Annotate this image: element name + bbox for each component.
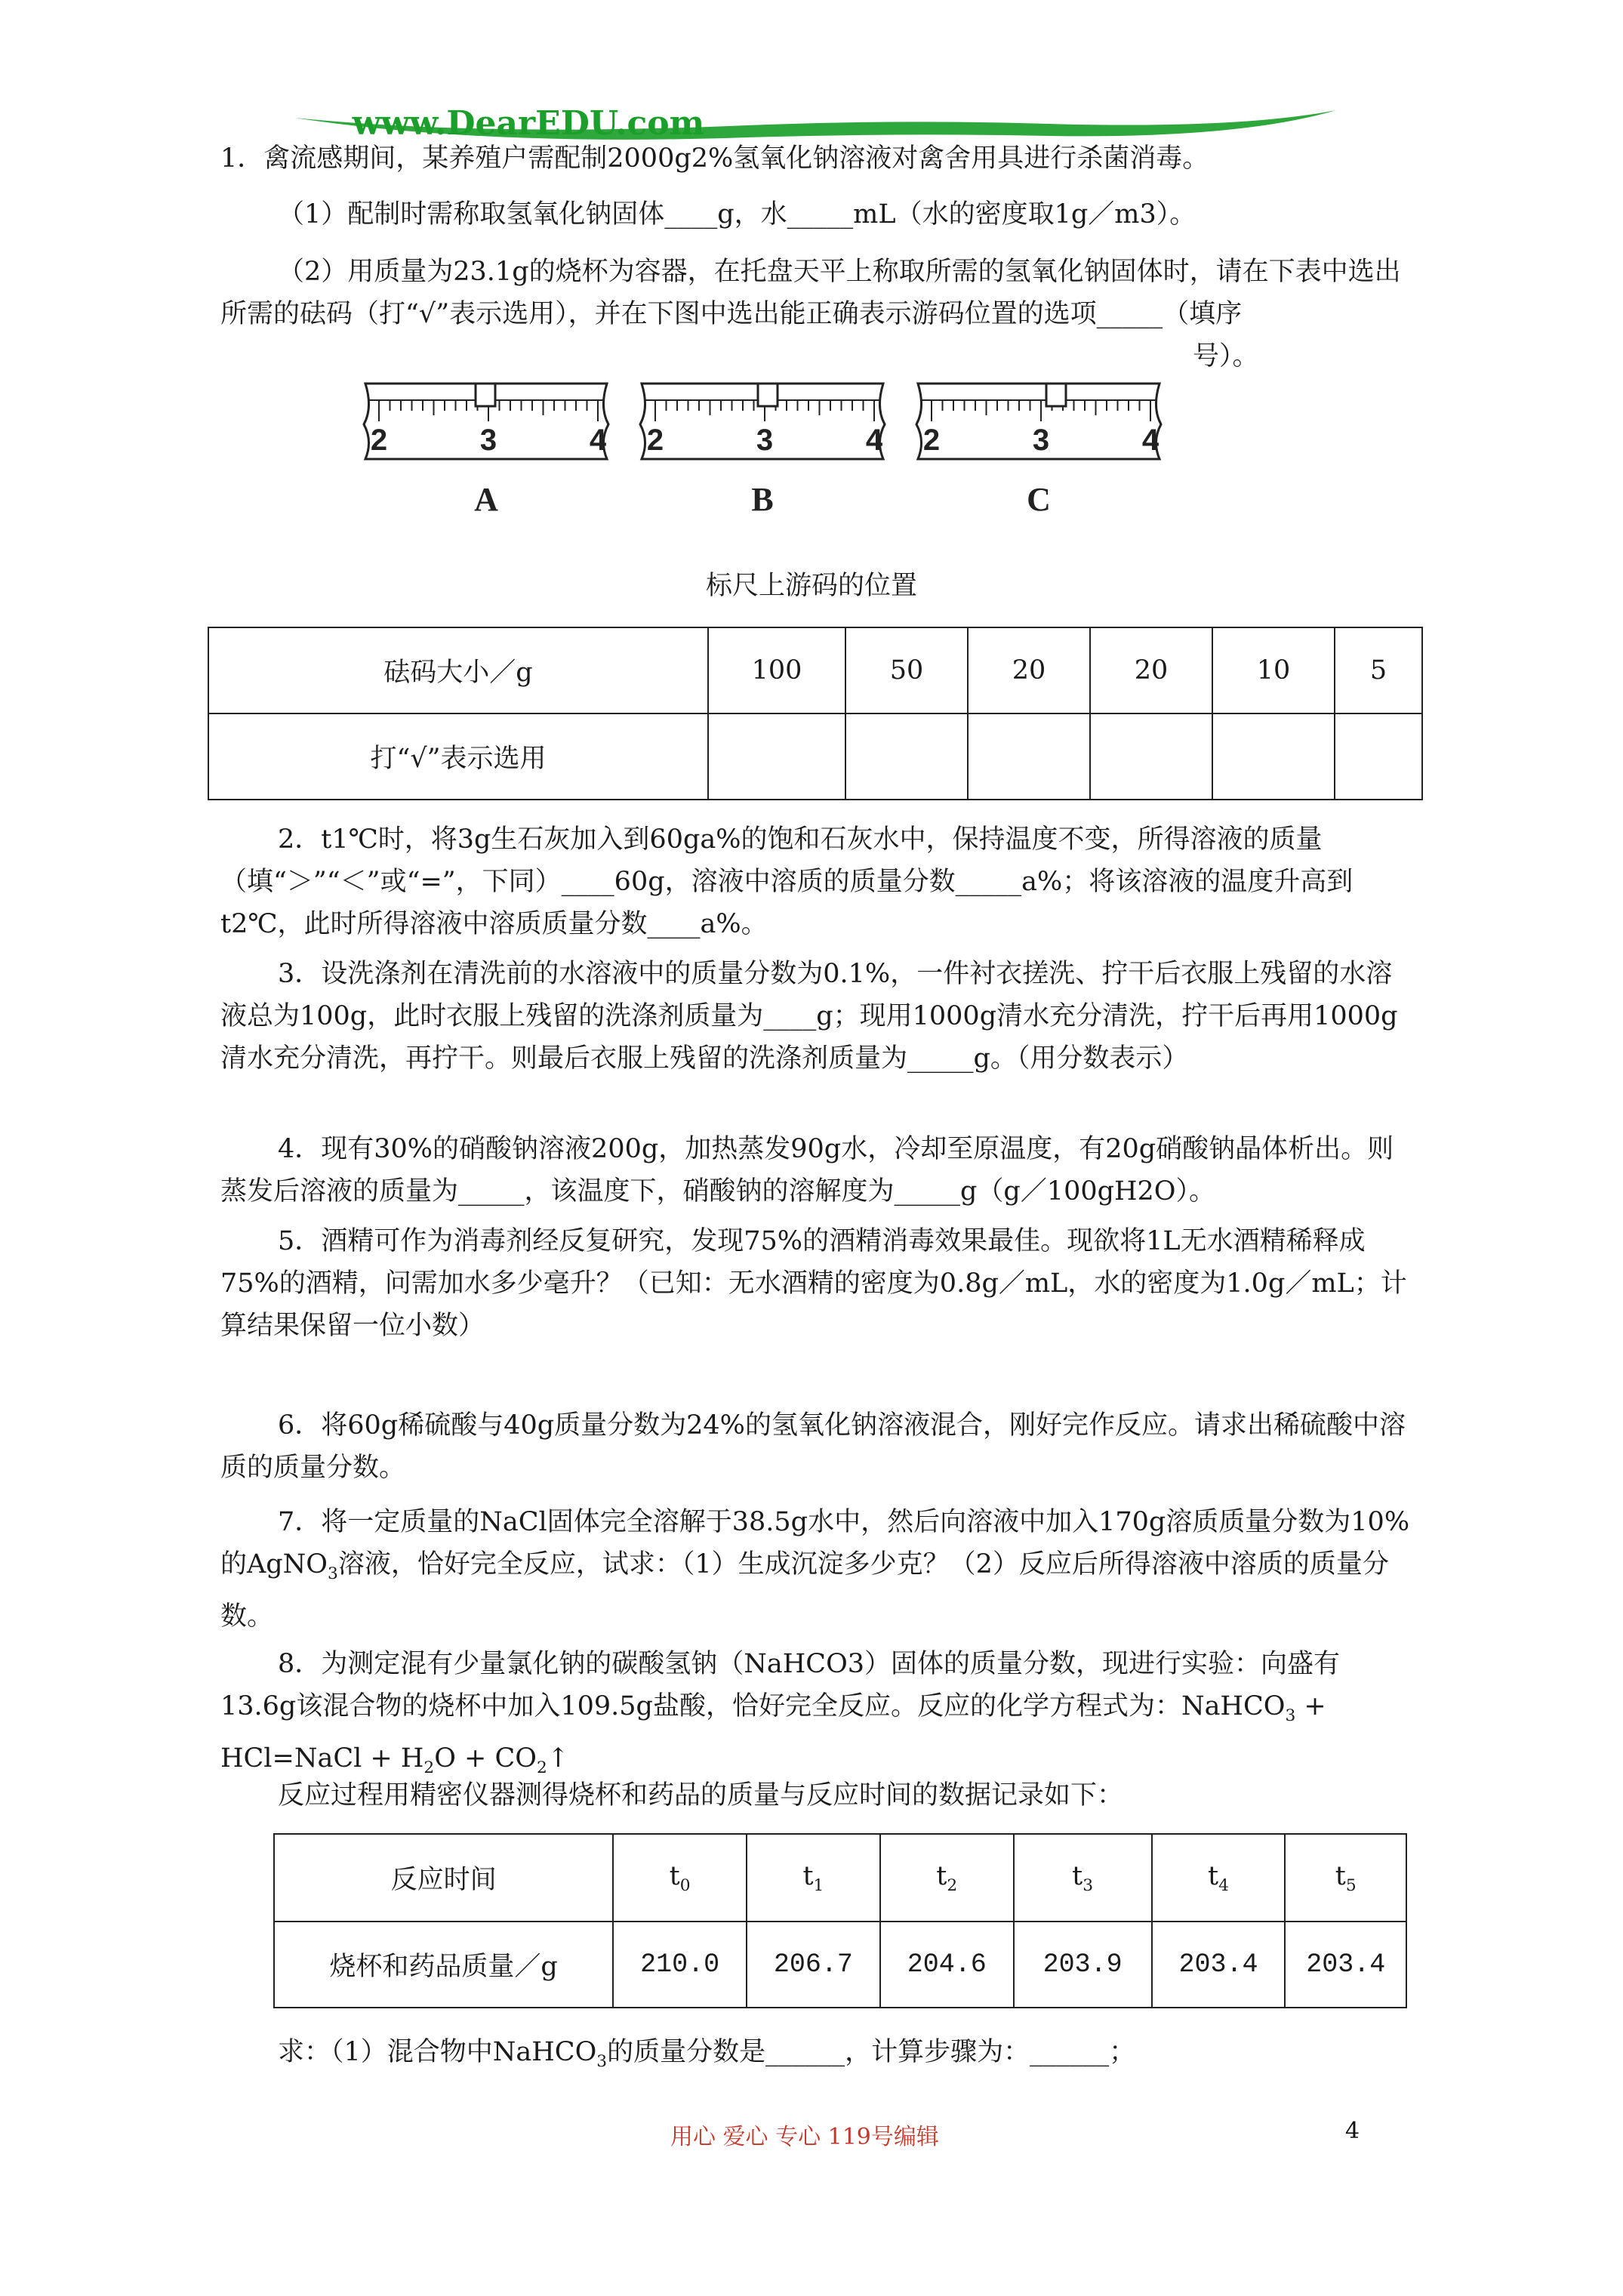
time-cell	[613, 1834, 747, 1922]
footer-note: 用心 爱心 专心 119号编辑	[670, 2124, 939, 2150]
mass-row-label: 烧杯和药品质量／g	[274, 1922, 613, 2008]
q4-text: 4．现有30%的硝酸钠溶液200g，加热蒸发90g水，冷却至原温度，有20g硝酸钠晶体析出。则蒸发后溶液的质量为_____，该温度下，硝酸钠的溶解度为_____g（g／100gH2O）。	[220, 1134, 1394, 1207]
time-letter: t	[936, 1860, 947, 1891]
mass-cell: 203.4	[1152, 1922, 1286, 2008]
selection-cell[interactable]	[1212, 713, 1335, 800]
ruler-tick-label: 2	[370, 424, 388, 457]
q5-text: 5．酒精可作为消毒剂经反复研究，发现75%的酒精消毒效果最佳。现欲将1L无水酒精稀释成75%的酒精，问需加水多少毫升？（已知：无水酒精的密度为0.8g／mL，水的密度为1.0g／mL；计算结果保留一位小数）	[220, 1226, 1407, 1341]
mass-cell: 206.7	[747, 1922, 880, 2008]
ruler-c	[909, 378, 1169, 529]
ruler-tick-label: 4	[589, 424, 607, 457]
mass-cell: 203.4	[1285, 1922, 1406, 2008]
ruler-rider	[1046, 384, 1066, 406]
q1-stem: 1．禽流感期间，某养殖户需配制2000g2%氢氧化钠溶液对禽舍用具进行杀菌消毒。	[220, 143, 1209, 174]
time-index: 5	[1345, 1875, 1357, 1895]
time-cell	[747, 1834, 880, 1922]
selection-cell[interactable]	[968, 713, 1090, 800]
q8-text-d: ↑	[547, 1743, 570, 1774]
q7-subscript: 3	[328, 1564, 338, 1583]
time-letter: t	[1208, 1860, 1219, 1891]
q8-question-sub: 3	[596, 2052, 608, 2071]
selection-cell[interactable]	[1335, 713, 1422, 800]
ruler-tick-label: 4	[1141, 424, 1160, 457]
q1-part1: （1）配制时需称取氢氧化钠固体____g，水_____mL（水的密度取1g／m3）。	[278, 199, 1196, 230]
ruler-tick-label: 3	[479, 424, 497, 457]
selection-cell[interactable]	[845, 713, 968, 800]
q8-text-b: + HCl=NaCl + H	[220, 1691, 1326, 1774]
weight-cell: 50	[845, 627, 968, 713]
mass-cell: 210.0	[613, 1922, 747, 2008]
q8-intro: 反应过程用精密仪器测得烧杯和药品的质量与反应时间的数据记录如下：	[278, 1780, 1124, 1811]
time-cell	[880, 1834, 1014, 1922]
time-row-label: 反应时间	[274, 1834, 613, 1922]
weight-cell: 5	[1335, 627, 1422, 713]
ruler-tick-label: 2	[646, 424, 664, 457]
time-value	[802, 1860, 824, 1895]
ruler-letter: C	[1027, 481, 1051, 518]
time-letter: t	[802, 1860, 814, 1891]
q8-question-a: 求：（1）混合物中NaHCO	[278, 2037, 597, 2067]
time-letter: t	[1072, 1860, 1083, 1891]
ruler-tick-label: 3	[1032, 424, 1050, 457]
time-cell	[1152, 1834, 1286, 1922]
time-value	[1335, 1860, 1357, 1895]
page-number: 4	[1345, 2118, 1360, 2144]
figure-caption: 标尺上游码的位置	[705, 571, 917, 601]
ruler-rider	[758, 384, 778, 406]
selection-cell[interactable]	[708, 713, 845, 800]
q7-text	[220, 1501, 1412, 1638]
q8-sub-2: 2	[423, 1758, 435, 1777]
site-logo-text[interactable]: www.DearEDU.com	[352, 104, 705, 143]
q8-question-b: 的质量分数是______，计算步骤为：______；	[607, 2037, 1136, 2067]
time-value	[1208, 1860, 1229, 1895]
q8-question	[278, 2031, 1469, 2083]
weight-cell: 20	[968, 627, 1090, 713]
ruler-b	[633, 378, 893, 529]
q8-text-c: O + CO	[434, 1743, 537, 1774]
time-cell	[1014, 1834, 1152, 1922]
reaction-table	[273, 1833, 1407, 2008]
time-letter: t	[1335, 1860, 1346, 1891]
q3-text: 3．设洗涤剂在清洗前的水溶液中的质量分数为0.1%，一件衬衣搓洗、拧干后衣服上残留的水溶液总为100g，此时衣服上残留的洗涤剂质量为____g；现用1000g清水充分清洗，拧干后再用1000g清水充分清洗，再拧干。则最后衣服上残留的洗涤剂质量为_____g。（用分数表示）	[220, 959, 1398, 1074]
time-value	[1072, 1860, 1094, 1895]
weights-row-label: 砝码大小／g	[208, 627, 708, 713]
weight-cell: 20	[1090, 627, 1212, 713]
q8-sub-1: 3	[1285, 1706, 1296, 1725]
ruler-tick-label: 4	[865, 424, 883, 457]
ruler-tick-label: 3	[756, 424, 774, 457]
mass-cell: 203.9	[1014, 1922, 1152, 2008]
weight-cell: 100	[708, 627, 845, 713]
selection-row-label: 打“√”表示选用	[208, 713, 708, 800]
time-index: 0	[679, 1875, 691, 1895]
time-value	[669, 1860, 691, 1895]
weight-cell: 10	[1212, 627, 1335, 713]
time-index: 1	[813, 1875, 824, 1895]
time-value	[936, 1860, 958, 1895]
ruler-rider	[476, 384, 495, 406]
time-index: 3	[1083, 1875, 1094, 1895]
q1-part2: （2）用质量为23.1g的烧杯为容器，在托盘天平上称取所需的氢氧化钠固体时，请在下表中选出所需的砝码（打“√”表示选用），并在下图中选出能正确表示游码位置的选项_____（填序	[220, 257, 1401, 329]
q7-text-b: 溶液，恰好完全反应，试求：（1）生成沉淀多少克？（2）反应后所得溶液中溶质的质量分数。	[220, 1549, 1389, 1632]
time-letter: t	[669, 1860, 680, 1891]
ruler-letter: B	[751, 481, 774, 518]
time-index: 4	[1218, 1875, 1229, 1895]
q7-text-a: 7．将一定质量的NaCl固体完全溶解于38.5g水中，然后向溶液中加入170g溶质质量分数为10%的AgNO	[220, 1507, 1410, 1579]
time-index: 2	[947, 1875, 958, 1895]
q8-text	[220, 1643, 1412, 1789]
q2-text: 2．t1℃时，将3g生石灰加入到60ga%的饱和石灰水中，保持温度不变，所得溶液的质量（填“＞”“＜”或“=”，下同）____60g，溶液中溶质的质量分数_____a%；将该溶液的温度升高到t2℃，此时所得溶液中溶质质量分数____a%。	[220, 824, 1354, 939]
time-cell	[1285, 1834, 1406, 1922]
selection-cell[interactable]	[1090, 713, 1212, 800]
mass-cell: 204.6	[880, 1922, 1014, 2008]
ruler-tick-label: 2	[922, 424, 941, 457]
q6-text: 6．将60g稀硫酸与40g质量分数为24%的氢氧化钠溶液混合，刚好完作反应。请求出稀硫酸中溶质的质量分数。	[220, 1410, 1406, 1483]
weights-table	[208, 627, 1423, 800]
ruler-a	[356, 378, 617, 529]
q8-text-a: 8．为测定混有少量氯化钠的碳酸氢钠（NaHCO3）固体的质量分数，现进行实验：向盛有13.6g该混合物的烧杯中加入109.5g盐酸，恰好完全反应。反应的化学方程式为：NaHCO	[220, 1649, 1341, 1721]
q8-sub-3: 2	[536, 1758, 547, 1777]
q1-part2-tail: 号）。	[1193, 341, 1259, 371]
ruler-letter: A	[474, 481, 498, 518]
